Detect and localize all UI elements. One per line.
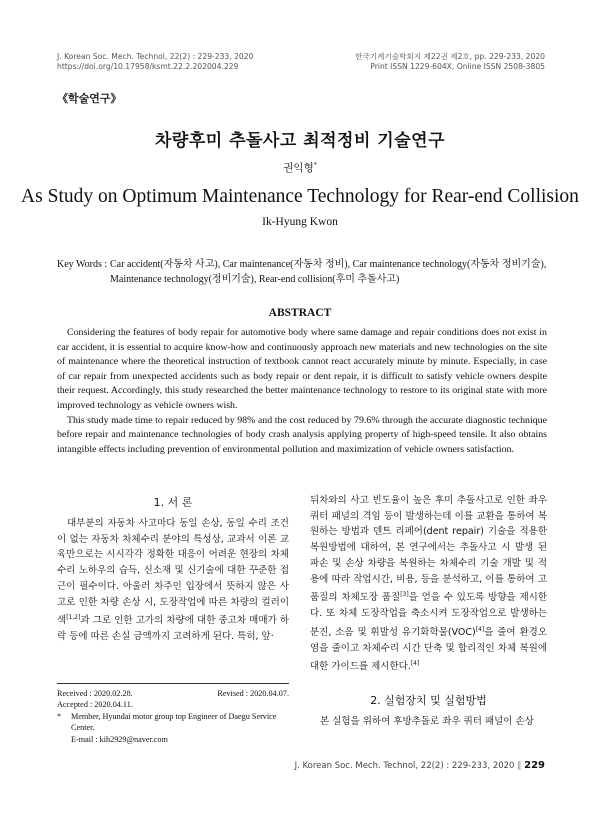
affiliation-mark: *: [57, 711, 62, 721]
author-email[interactable]: E-mail : kih2929@naver.com: [71, 734, 168, 744]
footnote-divider: [57, 683, 289, 684]
right-column-text: [310, 493, 547, 675]
received-revised: [57, 688, 289, 699]
issn: Print ISSN 1229-604X, Online ISSN 2508-3805: [370, 62, 545, 71]
abstract-heading: ABSTRACT: [268, 307, 332, 319]
affiliation-text: Member, Hyundai motor group top Engineer of Daegu Service Center.: [71, 711, 277, 733]
methods-text: [310, 714, 547, 730]
abstract-paragraph: This study made time to repair reduced by 98% and the cost reduced by 79.6% through the accurate diagnostic technique before repair and maintenance technologies of body crash analysis applying property of high-speed tensile. It also obtains intangible effects including prevention of environmental pollution and maximization of vehicle owners satisfaction.: [57, 414, 547, 455]
footer-citation: J. Korean Soc. Mech. Technol, 22(2) : 229-233, 2020: [294, 761, 515, 771]
keywords-label: Key Words :: [57, 259, 108, 270]
title-english: As Study on Optimum Maintenance Technology for Rear-end Collision: [21, 186, 579, 207]
citation: [1,2]: [66, 614, 81, 622]
revised-date: Revised : 2020.04.07.: [217, 689, 289, 698]
doi-link[interactable]: https://doi.org/10.17958/ksmt.22.2.202004.229: [57, 62, 239, 71]
section-heading-methods: 2. 실험장치 및 실험방법: [370, 694, 487, 707]
abstract-body: [57, 326, 547, 457]
methods-paragraph: 본 실험을 위하여 후방추돌로 좌우 쿼터 패널이 손상: [320, 716, 534, 727]
page-footer: J. Korean Soc. Mech. Technol, 22(2) : 229-233, 2020 ‖ 229: [294, 760, 545, 771]
title-korean: 차량후미 추돌사고 최적정비 기술연구: [154, 131, 445, 151]
author-name: 권익형: [283, 162, 314, 174]
footnotes: [57, 688, 289, 745]
author-korean: [0, 160, 600, 175]
journal-citation: J. Korean Soc. Mech. Technol, 22(2) : 229-233, 2020: [57, 52, 254, 61]
abstract-paragraph: Considering the features of body repair for automotive body where same damage and repair conditions does not exist in car accident, it is essential to acquire know-how and continuously approach new materials and new technologies on the site of maintenance where the theoretical instruction of textbook cannot react accurately minute by minute. Especially, in case of car repair from unexpected accidents such as body repair or dent repair, it is difficult to satisfy vehicle owners despite their request. Accordingly, this study researched the better maintenance technology to restore to its original state with more improved technology as vehicle owners wish.: [57, 327, 547, 411]
page-number: 229: [524, 760, 545, 771]
keywords: [57, 257, 550, 287]
section-heading-introduction: 1. 서 론: [153, 496, 193, 509]
citation: [3]: [400, 591, 409, 599]
left-column-text: [57, 516, 289, 645]
keywords-text: Car accident(자동차 사고), Car maintenance(자동차 정비), Car maintenance technology(자동차 정비기술), Maintenance technology(정비기술), Rear-end collision(후미 추돌사고): [110, 259, 547, 285]
author-english: Ik-Hyung Kwon: [262, 216, 338, 228]
author-affiliation: [57, 711, 289, 734]
accepted-date: Accepted : 2020.04.11.: [57, 700, 133, 710]
intro-paragraph: 대부분의 자동차 사고마다 동일 손상, 동일 수리 조건이 없는 자동차 차체수리 분야의 특성상, 교과서 이론 교육만으로는 시시각각 정확한 대응이 어려운 현장의 차체수리 노하우의 습득, 신소재 및 신기술에 대한 꾸준한 접근이 필수이다. 아울러 차주인 입장에서 뜻하지 않은 사고로 인한 차량 손상 시, 도장작업에 따른 차량의 컬러이색[1,2]과 그로 인한 고가의 차량에 대한 중고차 매매가 하락 등에 따른 손실 금액까지 고려하게 된다. 특히, 앞·: [57, 518, 289, 643]
citation: [4]: [475, 625, 485, 633]
intro-paragraph-continued: 뒤차와의 사고 빈도율이 높은 후미 추돌사고로 인한 좌우 쿼터 패널의 격임 등이 발생하는데 이를 교환을 통하여 복원하는 방법과 덴트 리페어(dent repair) 기술을 적용한 복원방법에 대하여, 본 연구에서는 추돌사고 시 발생 된 파손 및 손상 차량을 복원하는 차체수리 기술 개발 및 적용에 따라 작업시간, 비용, 등을 분석하고, 이를 통하여 고품질의 차체도장 품질[3]을 얻을 수 있도록 방향을 제시한다. 또 차체 도장작업을 축소시켜 도장작업으로 발생하는 분진, 소음 및 휘발성 유기화학물(VOC)[4]을 줄여 환경오염을 줄이고 차체수리 시간 단축 및 합리적인 차체 복원에 대한 가이드를 제시한다.[4]: [310, 495, 547, 673]
article-category: 《학술연구》: [57, 92, 122, 105]
received-date: Received : 2020.02.28.: [57, 689, 133, 698]
journal-citation-ko: 한국기계기술학회지 제22권 제2호, pp. 229-233, 2020: [355, 52, 545, 61]
author-mark: *: [313, 161, 317, 169]
citation: [4]: [410, 660, 420, 668]
